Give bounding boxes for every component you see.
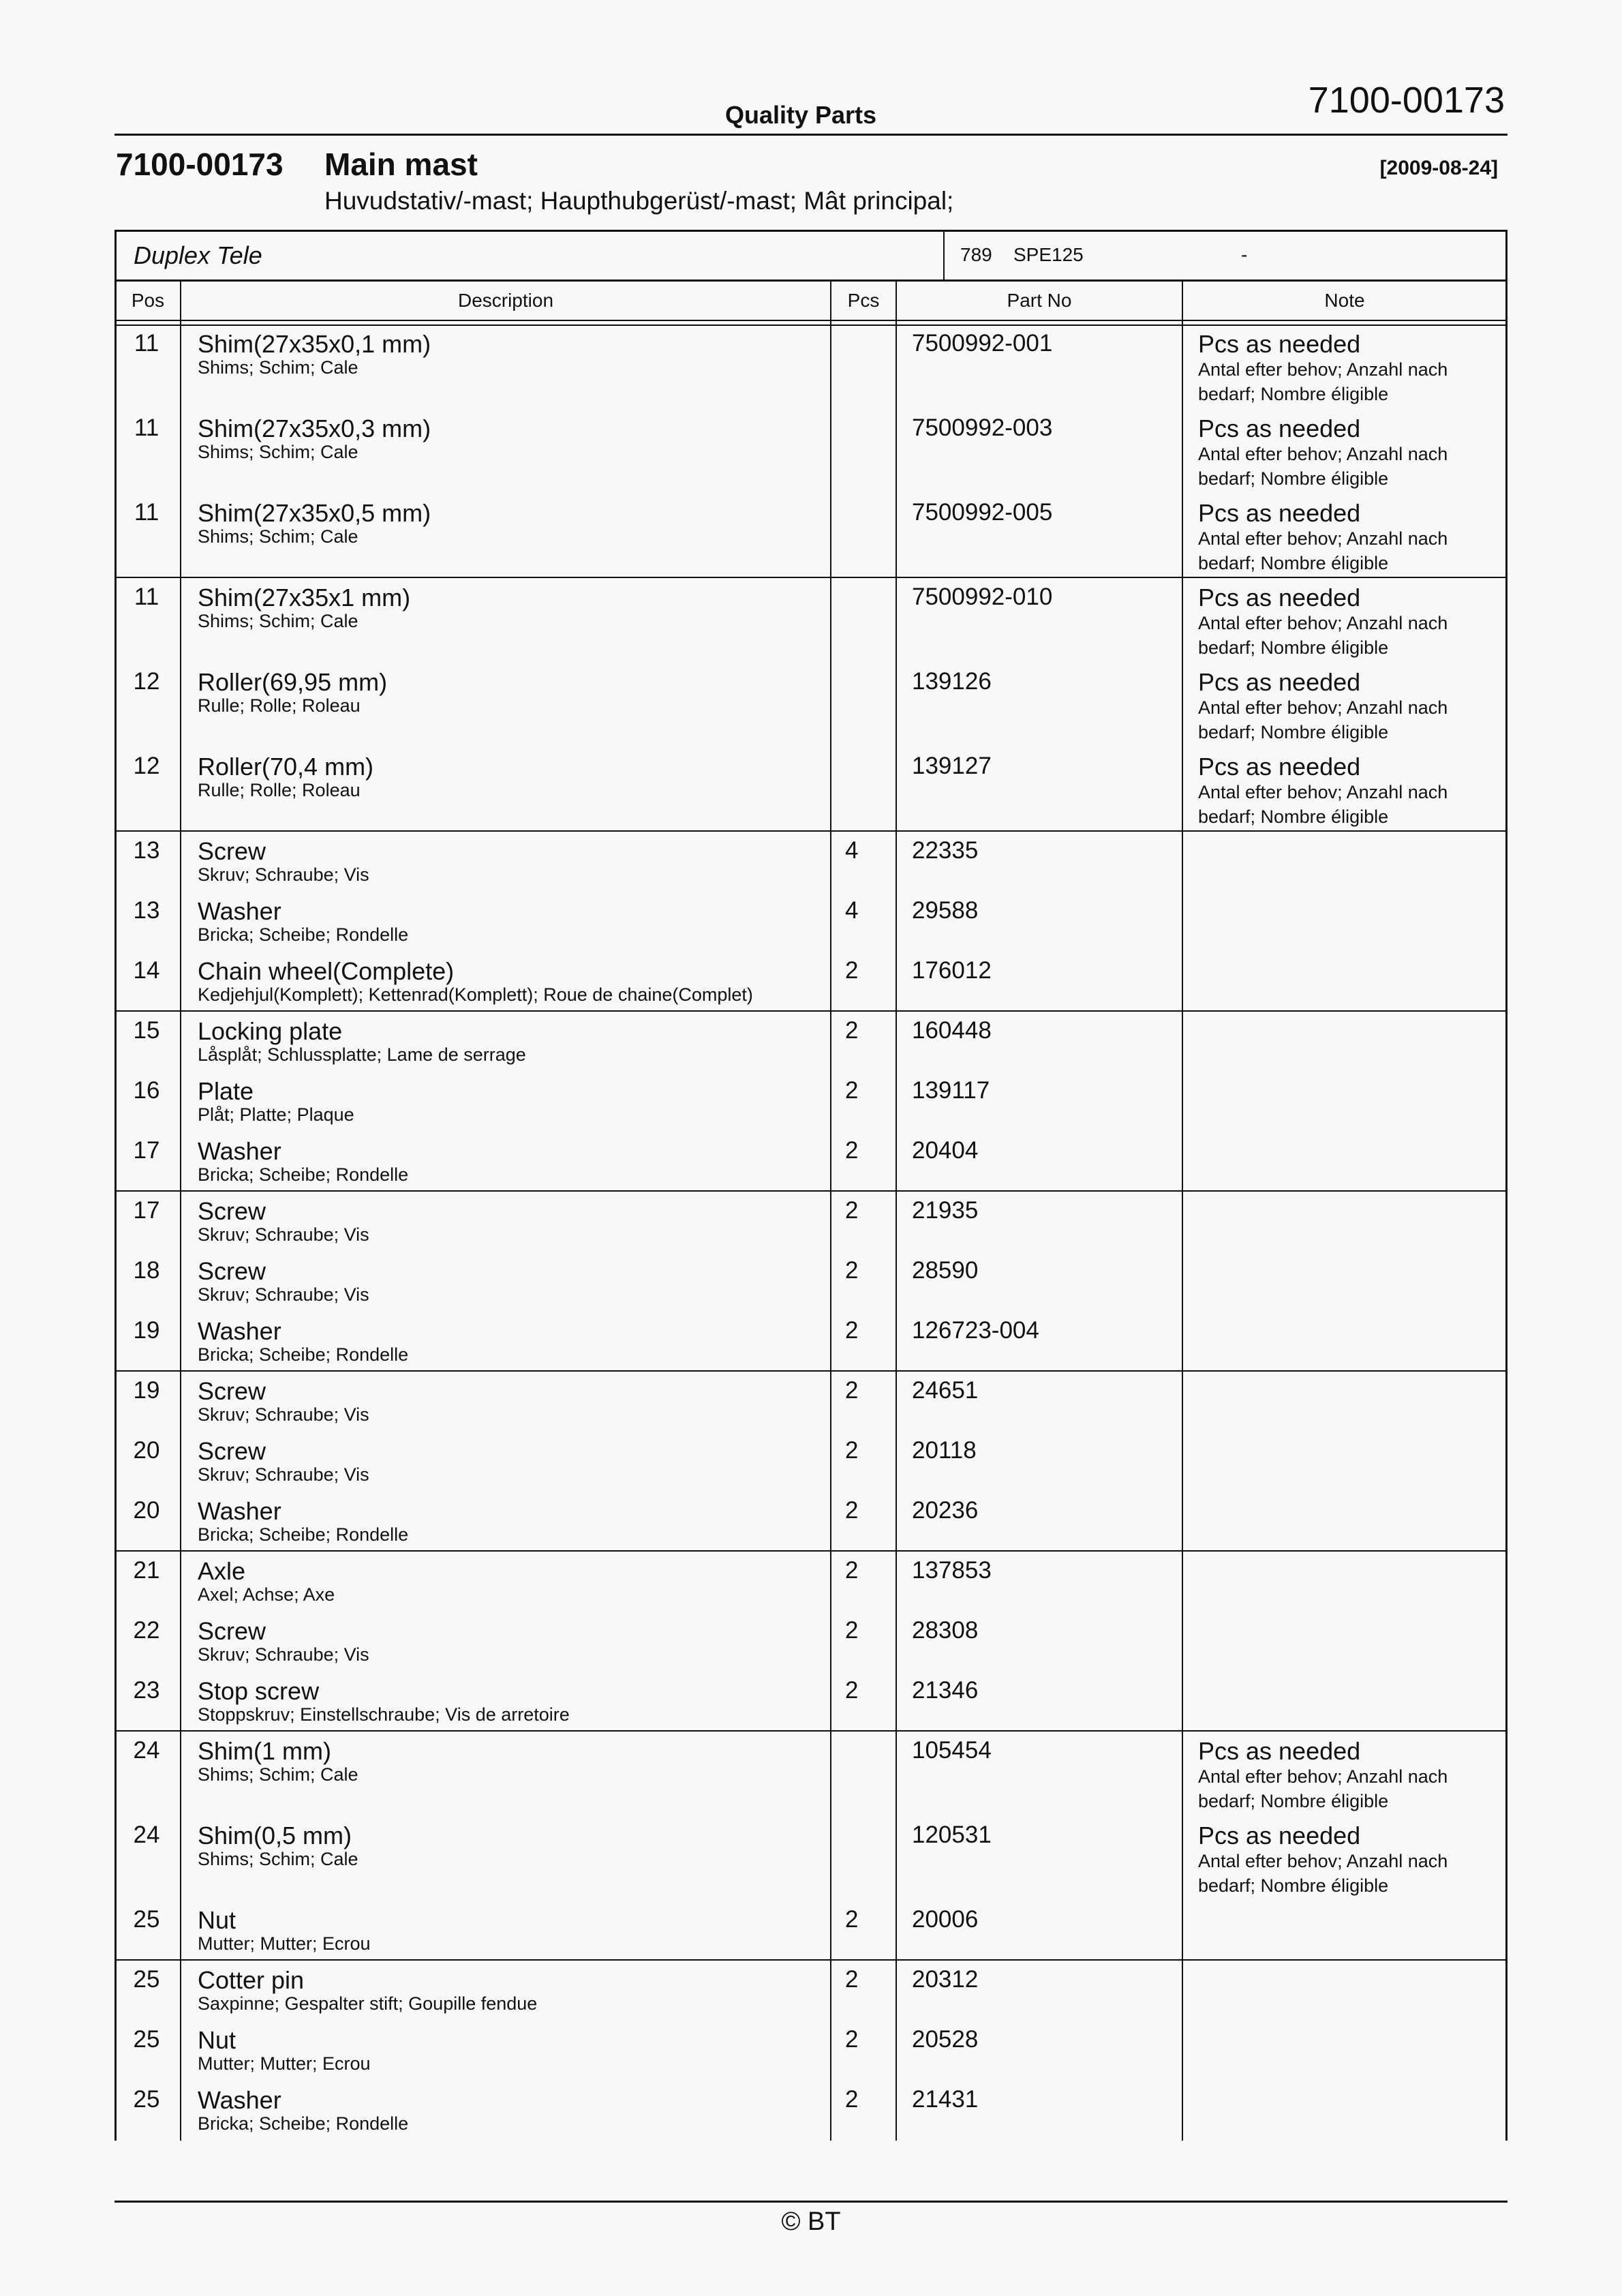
row-translations: Skruv; Schraube; Vis: [198, 1644, 369, 1665]
row-pos: 24: [133, 1822, 160, 1848]
row-pos: 12: [133, 753, 160, 779]
row-translations: Shims; Schim; Cale: [198, 442, 358, 462]
row-pos: 11: [134, 414, 159, 441]
row-pcs: 2: [845, 1437, 859, 1464]
row-pos: 23: [133, 1677, 160, 1704]
row-translations: Rulle; Rolle; Roleau: [198, 780, 361, 800]
row-part-no: 7500992-010: [912, 584, 1053, 610]
row-pos: 13: [133, 897, 160, 924]
row-pos: 19: [133, 1377, 160, 1404]
col-header-description: Description: [457, 290, 554, 311]
col-header-note: Note: [1324, 290, 1365, 311]
row-part-no: 7500992-003: [912, 414, 1053, 441]
row-pcs: 2: [845, 1557, 859, 1584]
group-separator: [114, 1730, 1508, 1732]
row-note-translations: Antal efter behov; Anzahl nach bedarf; Nombre éligible: [1198, 359, 1448, 404]
row-note-translations: Antal efter behov; Anzahl nach bedarf; Nombre éligible: [1198, 444, 1448, 489]
model-box: [114, 230, 1508, 282]
title-date: [2009-08-24]: [1379, 157, 1498, 179]
model-name: Duplex Tele: [134, 241, 262, 269]
row-description: Screw: [198, 1257, 266, 1285]
row-description: Locking plate: [198, 1017, 343, 1045]
row-part-no: 29588: [912, 897, 979, 924]
row-pos: 15: [133, 1017, 160, 1044]
column-divider: [896, 282, 897, 2141]
footer-rule: [114, 2201, 1508, 2203]
row-note-translations: Antal efter behov; Anzahl nach bedarf; Nombre éligible: [1198, 1766, 1448, 1811]
row-description: Chain wheel(Complete): [198, 957, 455, 985]
col-header-pos: Pos: [131, 290, 165, 311]
row-translations: Bricka; Scheibe; Rondelle: [198, 1164, 409, 1185]
row-part-no: 21935: [912, 1197, 979, 1224]
row-note: Pcs as needed: [1198, 1822, 1361, 1849]
row-part-no: 160448: [912, 1017, 992, 1044]
row-part-no: 105454: [912, 1737, 992, 1764]
row-description: Cotter pin: [198, 1966, 305, 1994]
row-pos: 11: [134, 584, 159, 610]
row-pcs: 2: [845, 1017, 859, 1044]
row-description: Screw: [198, 1197, 266, 1225]
model-code: 789: [960, 244, 992, 265]
row-note: Pcs as needed: [1198, 414, 1361, 442]
row-translations: Shims; Schim; Cale: [198, 611, 358, 631]
row-part-no: 20404: [912, 1137, 979, 1164]
group-separator: [114, 830, 1508, 832]
row-translations: Bricka; Scheibe; Rondelle: [198, 1524, 409, 1545]
row-part-no: 20528: [912, 2026, 979, 2053]
group-separator: [114, 1550, 1508, 1552]
row-pcs: 2: [845, 1077, 859, 1104]
row-description: Shim(0,5 mm): [198, 1822, 352, 1849]
row-note: Pcs as needed: [1198, 668, 1361, 696]
col-header-part-no: Part No: [1007, 290, 1072, 311]
row-description: Screw: [198, 1377, 266, 1405]
row-pcs: 2: [845, 957, 859, 984]
row-part-no: 24651: [912, 1377, 979, 1404]
row-pos: 11: [134, 499, 159, 526]
row-pos: 17: [133, 1137, 160, 1164]
row-pos: 25: [133, 2026, 160, 2053]
title-subtitle: Huvudstativ/-mast; Haupthubgerüst/-mast; Mât principal;: [324, 187, 954, 215]
row-part-no: 22335: [912, 837, 979, 864]
row-part-no: 21431: [912, 2086, 979, 2113]
row-translations: Skruv; Schraube; Vis: [198, 1224, 369, 1245]
row-note-translations: Antal efter behov; Anzahl nach bedarf; Nombre éligible: [1198, 782, 1448, 827]
group-separator: [114, 1959, 1508, 1961]
group-separator: [114, 1190, 1508, 1192]
row-note: Pcs as needed: [1198, 753, 1361, 781]
row-translations: Rulle; Rolle; Roleau: [198, 695, 361, 716]
row-translations: Plåt; Platte; Plaque: [198, 1104, 354, 1125]
row-description: Screw: [198, 837, 266, 865]
model-extra: -: [1241, 244, 1248, 265]
row-pos: 18: [133, 1257, 160, 1284]
row-pcs: 2: [845, 1966, 859, 1993]
header-doc-number: 7100-00173: [1308, 80, 1505, 121]
header-section: Quality Parts: [724, 101, 877, 129]
row-translations: Shims; Schim; Cale: [198, 357, 358, 378]
row-part-no: 139126: [912, 668, 992, 695]
row-description: Shim(27x35x0,1 mm): [198, 330, 431, 358]
row-translations: Skruv; Schraube; Vis: [198, 1464, 369, 1485]
row-translations: Saxpinne; Gespalter stift; Goupille fendue: [198, 1993, 538, 2014]
row-pos: 22: [133, 1617, 160, 1644]
row-part-no: 139117: [912, 1077, 990, 1104]
row-part-no: 139127: [912, 753, 992, 779]
row-pcs: 2: [845, 2026, 859, 2053]
group-separator: [114, 577, 1508, 578]
row-part-no: 20236: [912, 1497, 979, 1524]
row-description: Screw: [198, 1437, 266, 1465]
row-translations: Skruv; Schraube; Vis: [198, 1404, 369, 1425]
row-pos: 20: [133, 1497, 160, 1524]
row-part-no: 137853: [912, 1557, 992, 1584]
row-note: Pcs as needed: [1198, 1737, 1361, 1765]
row-description: Screw: [198, 1617, 266, 1645]
row-translations: Shims; Schim; Cale: [198, 1849, 358, 1869]
column-divider: [1182, 282, 1183, 2141]
row-translations: Kedjehjul(Komplett); Kettenrad(Komplett); Roue de chaine(Complet): [198, 984, 753, 1005]
row-pos: 14: [133, 957, 160, 984]
row-pcs: 2: [845, 1497, 859, 1524]
row-pos: 13: [133, 837, 160, 864]
row-translations: Bricka; Scheibe; Rondelle: [198, 924, 409, 945]
row-description: Shim(27x35x1 mm): [198, 584, 411, 611]
row-pos: 21: [133, 1557, 160, 1584]
row-description: Washer: [198, 1497, 281, 1525]
column-divider: [180, 282, 181, 2141]
row-part-no: 28590: [912, 1257, 979, 1284]
row-pos: 25: [133, 1966, 160, 1993]
row-translations: Shims; Schim; Cale: [198, 526, 358, 547]
row-description: Washer: [198, 1317, 281, 1345]
row-note-translations: Antal efter behov; Anzahl nach bedarf; Nombre éligible: [1198, 613, 1448, 658]
row-description: Washer: [198, 897, 281, 925]
row-note-translations: Antal efter behov; Anzahl nach bedarf; Nombre éligible: [1198, 1851, 1448, 1896]
model-divider: [943, 232, 945, 280]
row-pcs: 2: [845, 1197, 859, 1224]
row-part-no: 7500992-001: [912, 330, 1053, 357]
row-translations: Stoppskruv; Einstellschraube; Vis de arretoire: [198, 1704, 570, 1725]
row-note-translations: Antal efter behov; Anzahl nach bedarf; Nombre éligible: [1198, 697, 1448, 742]
row-part-no: 20006: [912, 1906, 979, 1933]
row-part-no: 20312: [912, 1966, 979, 1993]
row-pcs: 2: [845, 1377, 859, 1404]
row-pcs: 2: [845, 1137, 859, 1164]
row-description: Nut: [198, 2026, 236, 2054]
row-pos: 11: [134, 330, 159, 357]
row-translations: Shims; Schim; Cale: [198, 1764, 358, 1785]
row-pcs: 2: [845, 1677, 859, 1704]
row-note-translations: Antal efter behov; Anzahl nach bedarf; Nombre éligible: [1198, 528, 1448, 573]
row-description: Shim(27x35x0,3 mm): [198, 414, 431, 442]
row-pcs: 4: [845, 897, 859, 924]
row-part-no: 21346: [912, 1677, 979, 1704]
header-rule: [114, 134, 1508, 136]
row-pcs: 2: [845, 1317, 859, 1344]
header-separator: [114, 320, 1508, 321]
row-description: Washer: [198, 1137, 281, 1165]
footer-copyright: © BT: [781, 2207, 841, 2236]
row-part-no: 20118: [912, 1437, 977, 1464]
row-part-no: 28308: [912, 1617, 979, 1644]
row-description: Nut: [198, 1906, 236, 1934]
row-description: Roller(69,95 mm): [198, 668, 388, 696]
row-translations: Mutter; Mutter; Ecrou: [198, 2053, 371, 2074]
row-pos: 25: [133, 1906, 160, 1933]
row-pos: 24: [133, 1737, 160, 1764]
row-translations: Axel; Achse; Axe: [198, 1584, 335, 1605]
row-part-no: 7500992-005: [912, 499, 1053, 526]
row-pcs: 4: [845, 837, 859, 864]
title-number: 7100-00173: [116, 147, 284, 182]
row-translations: Skruv; Schraube; Vis: [198, 864, 369, 885]
row-note: Pcs as needed: [1198, 499, 1361, 527]
page-title: Main mast: [324, 147, 478, 182]
row-pos: 25: [133, 2086, 160, 2113]
row-pos: 17: [133, 1197, 160, 1224]
row-part-no: 126723-004: [912, 1317, 1039, 1344]
row-description: Shim(27x35x0,5 mm): [198, 499, 431, 527]
model-type: SPE125: [1013, 244, 1084, 265]
row-pos: 12: [133, 668, 160, 695]
row-translations: Bricka; Scheibe; Rondelle: [198, 1344, 409, 1365]
group-separator: [114, 1010, 1508, 1012]
row-note: Pcs as needed: [1198, 330, 1361, 358]
row-description: Washer: [198, 2086, 281, 2114]
row-note: Pcs as needed: [1198, 584, 1361, 611]
row-pos: 20: [133, 1437, 160, 1464]
row-description: Plate: [198, 1077, 254, 1105]
row-translations: Låsplåt; Schlussplatte; Lame de serrage: [198, 1044, 526, 1065]
row-translations: Skruv; Schraube; Vis: [198, 1284, 369, 1305]
row-description: Stop screw: [198, 1677, 320, 1705]
row-pcs: 2: [845, 2086, 859, 2113]
row-part-no: 120531: [912, 1822, 992, 1848]
row-pos: 16: [133, 1077, 160, 1104]
group-separator: [114, 1370, 1508, 1372]
col-header-pcs: Pcs: [847, 290, 880, 311]
column-divider: [830, 282, 831, 2141]
row-description: Roller(70,4 mm): [198, 753, 374, 781]
row-pcs: 2: [845, 1906, 859, 1933]
row-pcs: 2: [845, 1257, 859, 1284]
row-pcs: 2: [845, 1617, 859, 1644]
row-translations: Mutter; Mutter; Ecrou: [198, 1933, 371, 1954]
row-pos: 19: [133, 1317, 160, 1344]
row-part-no: 176012: [912, 957, 992, 984]
row-description: Shim(1 mm): [198, 1737, 331, 1765]
row-translations: Bricka; Scheibe; Rondelle: [198, 2113, 409, 2134]
header-separator: [114, 324, 1508, 326]
row-description: Axle: [198, 1557, 246, 1585]
